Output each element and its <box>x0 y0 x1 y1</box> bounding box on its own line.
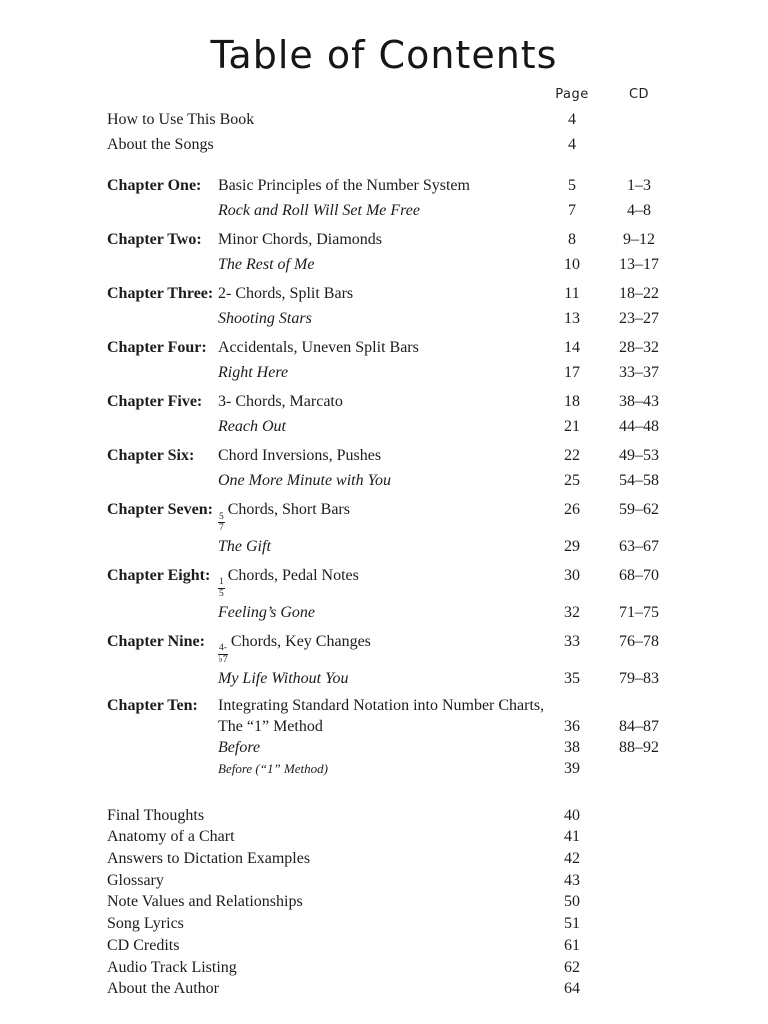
chapter-label: Chapter Six: <box>107 447 195 464</box>
page-title: Table of Contents <box>210 33 558 77</box>
chapter-label: Chapter Ten: <box>107 696 198 714</box>
chapter-topic: The “1” Method <box>218 717 323 735</box>
chapter-row <box>107 306 768 331</box>
page-number: 26 <box>564 501 580 518</box>
chapter-block <box>107 227 768 277</box>
page-number: 5 <box>568 177 576 194</box>
song-title: Before (“1” Method) <box>218 760 328 776</box>
page-column-header: Page <box>555 87 589 102</box>
song-title: My Life Without You <box>218 669 349 687</box>
back-matter-row <box>107 891 768 913</box>
chapter-row <box>107 737 768 758</box>
page-number: 18 <box>564 393 580 410</box>
chapter-row <box>107 629 768 666</box>
page-number: 22 <box>564 447 580 464</box>
cd-column-header: CD <box>628 87 650 102</box>
column-headers <box>107 86 768 103</box>
chapter-block <box>107 497 768 559</box>
page-number: 51 <box>564 915 580 933</box>
song-title: Rock and Roll Will Set Me Free <box>218 202 421 219</box>
page-number: 43 <box>564 871 580 889</box>
cd-tracks: 54–58 <box>619 472 659 489</box>
page-number: 39 <box>564 759 580 777</box>
front-matter-list <box>107 107 768 157</box>
fraction-denominator: 7 <box>219 523 224 534</box>
page-number: 10 <box>564 256 580 273</box>
chapter-row <box>107 666 768 691</box>
page-number: 8 <box>568 231 576 248</box>
chapter-topic: Basic Principles of the Number System <box>218 177 470 194</box>
chapter-topic: 2- Chords, Split Bars <box>218 285 354 302</box>
toc-body <box>0 86 768 1000</box>
back-matter-row <box>107 913 768 935</box>
chapter-block <box>107 335 768 385</box>
fraction-numerator: 5 <box>219 511 224 522</box>
page-number: 64 <box>564 980 580 998</box>
chapter-row <box>107 443 768 468</box>
page-number: 4 <box>568 136 576 153</box>
chapter-block <box>107 563 768 625</box>
chapter-row <box>107 716 768 737</box>
page-number: 36 <box>564 717 580 735</box>
cd-tracks: 44–48 <box>619 418 659 435</box>
cd-tracks: 79–83 <box>619 669 659 687</box>
entry-title: How to Use This Book <box>107 111 255 128</box>
chapter-row <box>107 389 768 414</box>
cd-tracks: 63–67 <box>619 537 659 555</box>
cd-tracks: 4–8 <box>627 202 651 219</box>
chapter-row <box>107 497 768 534</box>
chapter-block <box>107 281 768 331</box>
page-number: 11 <box>564 285 580 302</box>
cd-tracks: 59–62 <box>619 501 659 518</box>
chapter-row <box>107 335 768 360</box>
chapter-row <box>107 600 768 625</box>
cd-tracks: 33–37 <box>619 364 659 381</box>
page-number: 21 <box>564 418 580 435</box>
song-title: The Rest of Me <box>218 256 315 273</box>
chapter-label: Chapter Nine: <box>107 632 205 650</box>
chapter-label: Chapter Seven: <box>107 501 213 518</box>
cd-tracks: 76–78 <box>619 632 659 650</box>
page-number: 50 <box>564 893 580 911</box>
chapter-label: Chapter One: <box>107 177 202 194</box>
chapter-row <box>107 281 768 306</box>
entry-title: About the Author <box>107 980 219 998</box>
page-number: 32 <box>564 603 580 621</box>
cd-tracks: 28–32 <box>619 339 659 356</box>
page-number: 35 <box>564 669 580 687</box>
song-title: Reach Out <box>218 418 286 435</box>
chapter-topic: Chord Inversions, Pushes <box>218 447 382 464</box>
chapter-topic: Minor Chords, Diamonds <box>218 231 382 248</box>
chapter-row <box>107 695 768 716</box>
chapter-topic: Integrating Standard Notation into Number Charts, <box>218 696 545 714</box>
page-number: 14 <box>564 339 580 356</box>
back-matter-row <box>107 805 768 827</box>
chapter-block <box>107 695 768 779</box>
chapter-row <box>107 414 768 439</box>
chapter-label: Chapter Four: <box>107 339 207 356</box>
entry-title: Audio Track Listing <box>107 958 237 976</box>
chapter-label: Chapter Eight: <box>107 566 211 584</box>
cd-tracks: 71–75 <box>619 603 659 621</box>
chapter-row <box>107 563 768 600</box>
cd-tracks: 88–92 <box>619 738 659 756</box>
front-matter-row <box>107 132 768 157</box>
chord-fraction <box>218 512 225 534</box>
cd-tracks: 1–3 <box>627 177 651 194</box>
page-number: 41 <box>564 828 580 846</box>
chapter-topic: $\frac{5}{7}$ Chords, Short Bars <box>219 501 350 534</box>
entry-title: About the Songs <box>107 136 214 153</box>
cd-tracks: 84–87 <box>619 717 659 735</box>
cd-tracks: 68–70 <box>619 566 659 584</box>
page-number: 40 <box>564 806 580 824</box>
page-number: 62 <box>564 958 580 976</box>
page-number: 17 <box>564 364 580 381</box>
song-title: The Gift <box>218 537 271 555</box>
back-matter-row <box>107 826 768 848</box>
entry-title: Final Thoughts <box>107 806 205 824</box>
fraction-denominator: 5 <box>219 589 224 600</box>
fraction-numerator: 1 <box>219 577 224 588</box>
chord-fraction <box>218 643 228 665</box>
page-number: 38 <box>564 738 580 756</box>
chapter-label: Chapter Three: <box>107 285 214 302</box>
chapter-topic: $\frac{1}{5}$ Chords, Pedal Notes <box>219 566 359 600</box>
front-matter-row <box>107 107 768 132</box>
song-title: Before <box>218 738 261 756</box>
entry-title: Answers to Dictation Examples <box>107 850 311 868</box>
entry-title: CD Credits <box>107 936 180 954</box>
chord-fraction <box>218 577 225 599</box>
chapter-label: Chapter Five: <box>107 393 203 410</box>
page-number: 30 <box>564 566 580 584</box>
chapter-block <box>107 443 768 493</box>
fraction-numerator: 4- <box>219 643 227 654</box>
chapter-row <box>107 534 768 559</box>
back-matter-row <box>107 870 768 892</box>
song-title: Shooting Stars <box>218 310 312 327</box>
chapter-topic: 3- Chords, Marcato <box>218 393 343 410</box>
entry-title: Glossary <box>107 871 164 889</box>
chapter-label: Chapter Two: <box>107 231 202 248</box>
entry-title: Note Values and Relationships <box>107 893 303 911</box>
chapter-list <box>107 173 768 779</box>
chapter-row <box>107 360 768 385</box>
back-matter-row <box>107 848 768 870</box>
cd-tracks: 23–27 <box>619 310 659 327</box>
chapter-row <box>107 227 768 252</box>
fraction-denominator: ♭7 <box>218 655 228 666</box>
song-title: Feeling’s Gone <box>218 603 316 621</box>
page-number: 61 <box>564 936 580 954</box>
cd-tracks: 13–17 <box>619 256 659 273</box>
cd-tracks: 49–53 <box>619 447 659 464</box>
chapter-topic: $\frac{4-}{♭7}$ Chords, Key Changes <box>218 632 371 666</box>
chapter-row <box>107 758 768 779</box>
page-number: 29 <box>564 537 580 555</box>
page-number: 7 <box>568 202 576 219</box>
chapter-block <box>107 173 768 223</box>
entry-title: Anatomy of a Chart <box>107 828 235 846</box>
chapter-block <box>107 629 768 691</box>
back-matter-row <box>107 978 768 1000</box>
page-number: 33 <box>564 632 580 650</box>
back-matter-row <box>107 957 768 979</box>
page-number: 4 <box>568 111 576 128</box>
chapter-topic: Accidentals, Uneven Split Bars <box>218 339 419 356</box>
page-number: 42 <box>564 850 580 868</box>
entry-title: Song Lyrics <box>107 915 184 933</box>
back-matter-row <box>107 935 768 957</box>
chapter-row <box>107 252 768 277</box>
cd-tracks: 18–22 <box>619 285 659 302</box>
back-matter-list <box>107 805 768 1000</box>
page-number: 25 <box>564 472 580 489</box>
song-title: One More Minute with You <box>218 472 392 489</box>
chapter-row <box>107 198 768 223</box>
chapter-row <box>107 173 768 198</box>
cd-tracks: 9–12 <box>623 231 655 248</box>
chapter-block <box>107 389 768 439</box>
song-title: Right Here <box>218 364 289 381</box>
cd-tracks: 38–43 <box>619 393 659 410</box>
chapter-row <box>107 468 768 493</box>
page-number: 13 <box>564 310 580 327</box>
